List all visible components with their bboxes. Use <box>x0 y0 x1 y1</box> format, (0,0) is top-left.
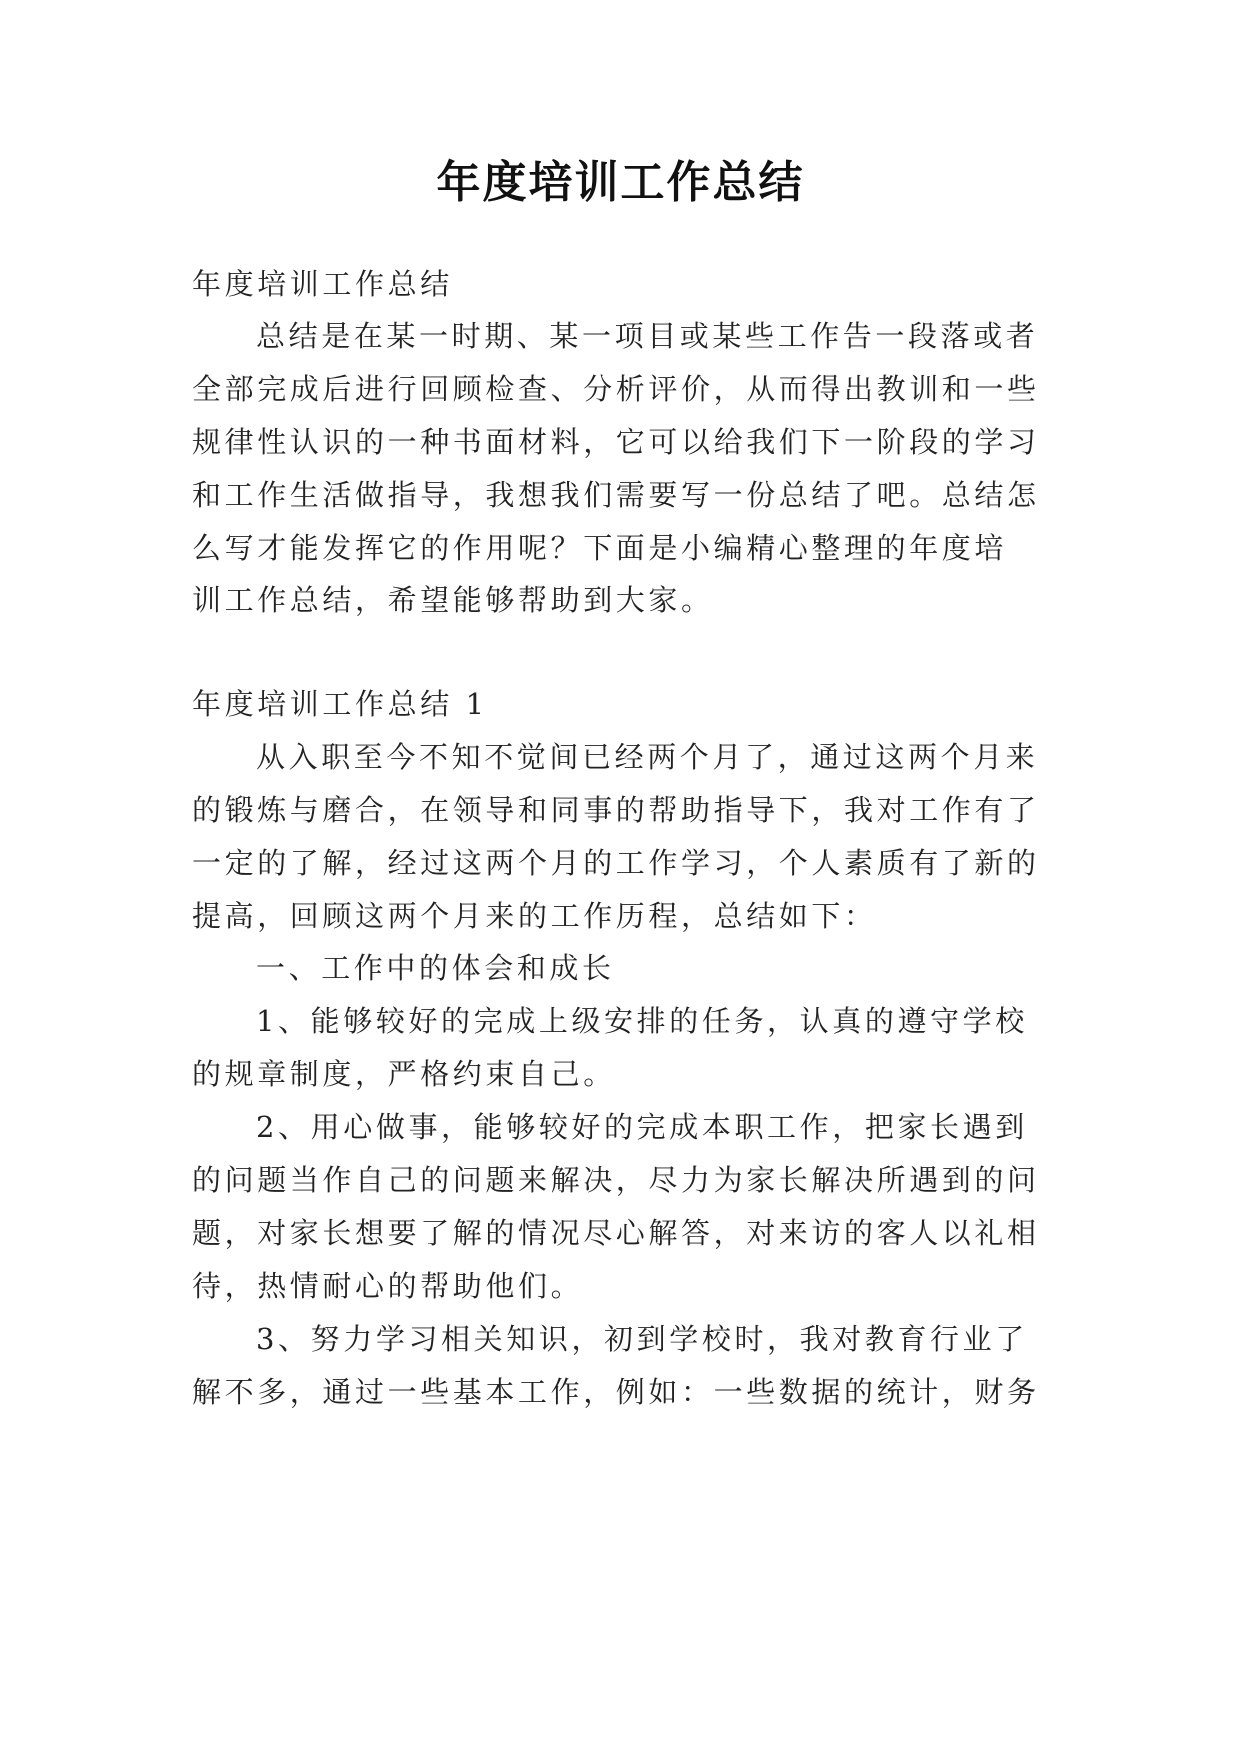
intro-line: 和工作生活做指导，我想我们需要写一份总结了吧。总结怎 <box>192 478 1040 512</box>
section1-heading: 年度培训工作总结 1 <box>192 687 488 721</box>
section1-line: 待，热情耐心的帮助他们。 <box>192 1269 584 1303</box>
section1-line: 的锻炼与磨合，在领导和同事的帮助指导下，我对工作有了 <box>192 793 1040 827</box>
section1-line: 解不多，通过一些基本工作，例如：一些数据的统计，财务 <box>192 1375 1040 1409</box>
intro-line: 全部完成后进行回顾检查、分析评价，从而得出教训和一些 <box>192 372 1040 406</box>
intro-heading: 年度培训工作总结 <box>192 267 453 301</box>
section1-line: 题，对家长想要了解的情况尽心解答，对来访的客人以礼相 <box>192 1216 1040 1250</box>
intro-line: 规律性认识的一种书面材料，它可以给我们下一阶段的学习 <box>192 425 1040 459</box>
document-title: 年度培训工作总结 <box>436 157 805 208</box>
section1-line: 的问题当作自己的问题来解决，尽力为家长解决所遇到的问 <box>192 1163 1040 1197</box>
section1-line: 一、工作中的体会和成长 <box>256 951 615 985</box>
section1-line: 从入职至今不知不觉间已经两个月了，通过这两个月来 <box>256 740 1039 774</box>
intro-line: 总结是在某一时期、某一项目或某些工作告一段落或者 <box>256 319 1039 353</box>
intro-line: 训工作总结，希望能够帮助到大家。 <box>192 583 714 617</box>
section1-line: 2、用心做事，能够较好的完成本职工作，把家长遇到 <box>256 1110 1028 1144</box>
intro-line: 么写才能发挥它的作用呢？下面是小编精心整理的年度培 <box>192 531 1008 565</box>
section1-line: 1、能够较好的完成上级安排的任务，认真的遵守学校 <box>256 1004 1028 1038</box>
section1-line: 提高，回顾这两个月来的工作历程，总结如下： <box>192 899 877 933</box>
section1-line: 的规章制度，严格约束自己。 <box>192 1057 616 1091</box>
section1-line: 3、努力学习相关知识，初到学校时，我对教育行业了 <box>256 1322 1028 1356</box>
section1-line: 一定的了解，经过这两个月的工作学习，个人素质有了新的 <box>192 846 1040 880</box>
